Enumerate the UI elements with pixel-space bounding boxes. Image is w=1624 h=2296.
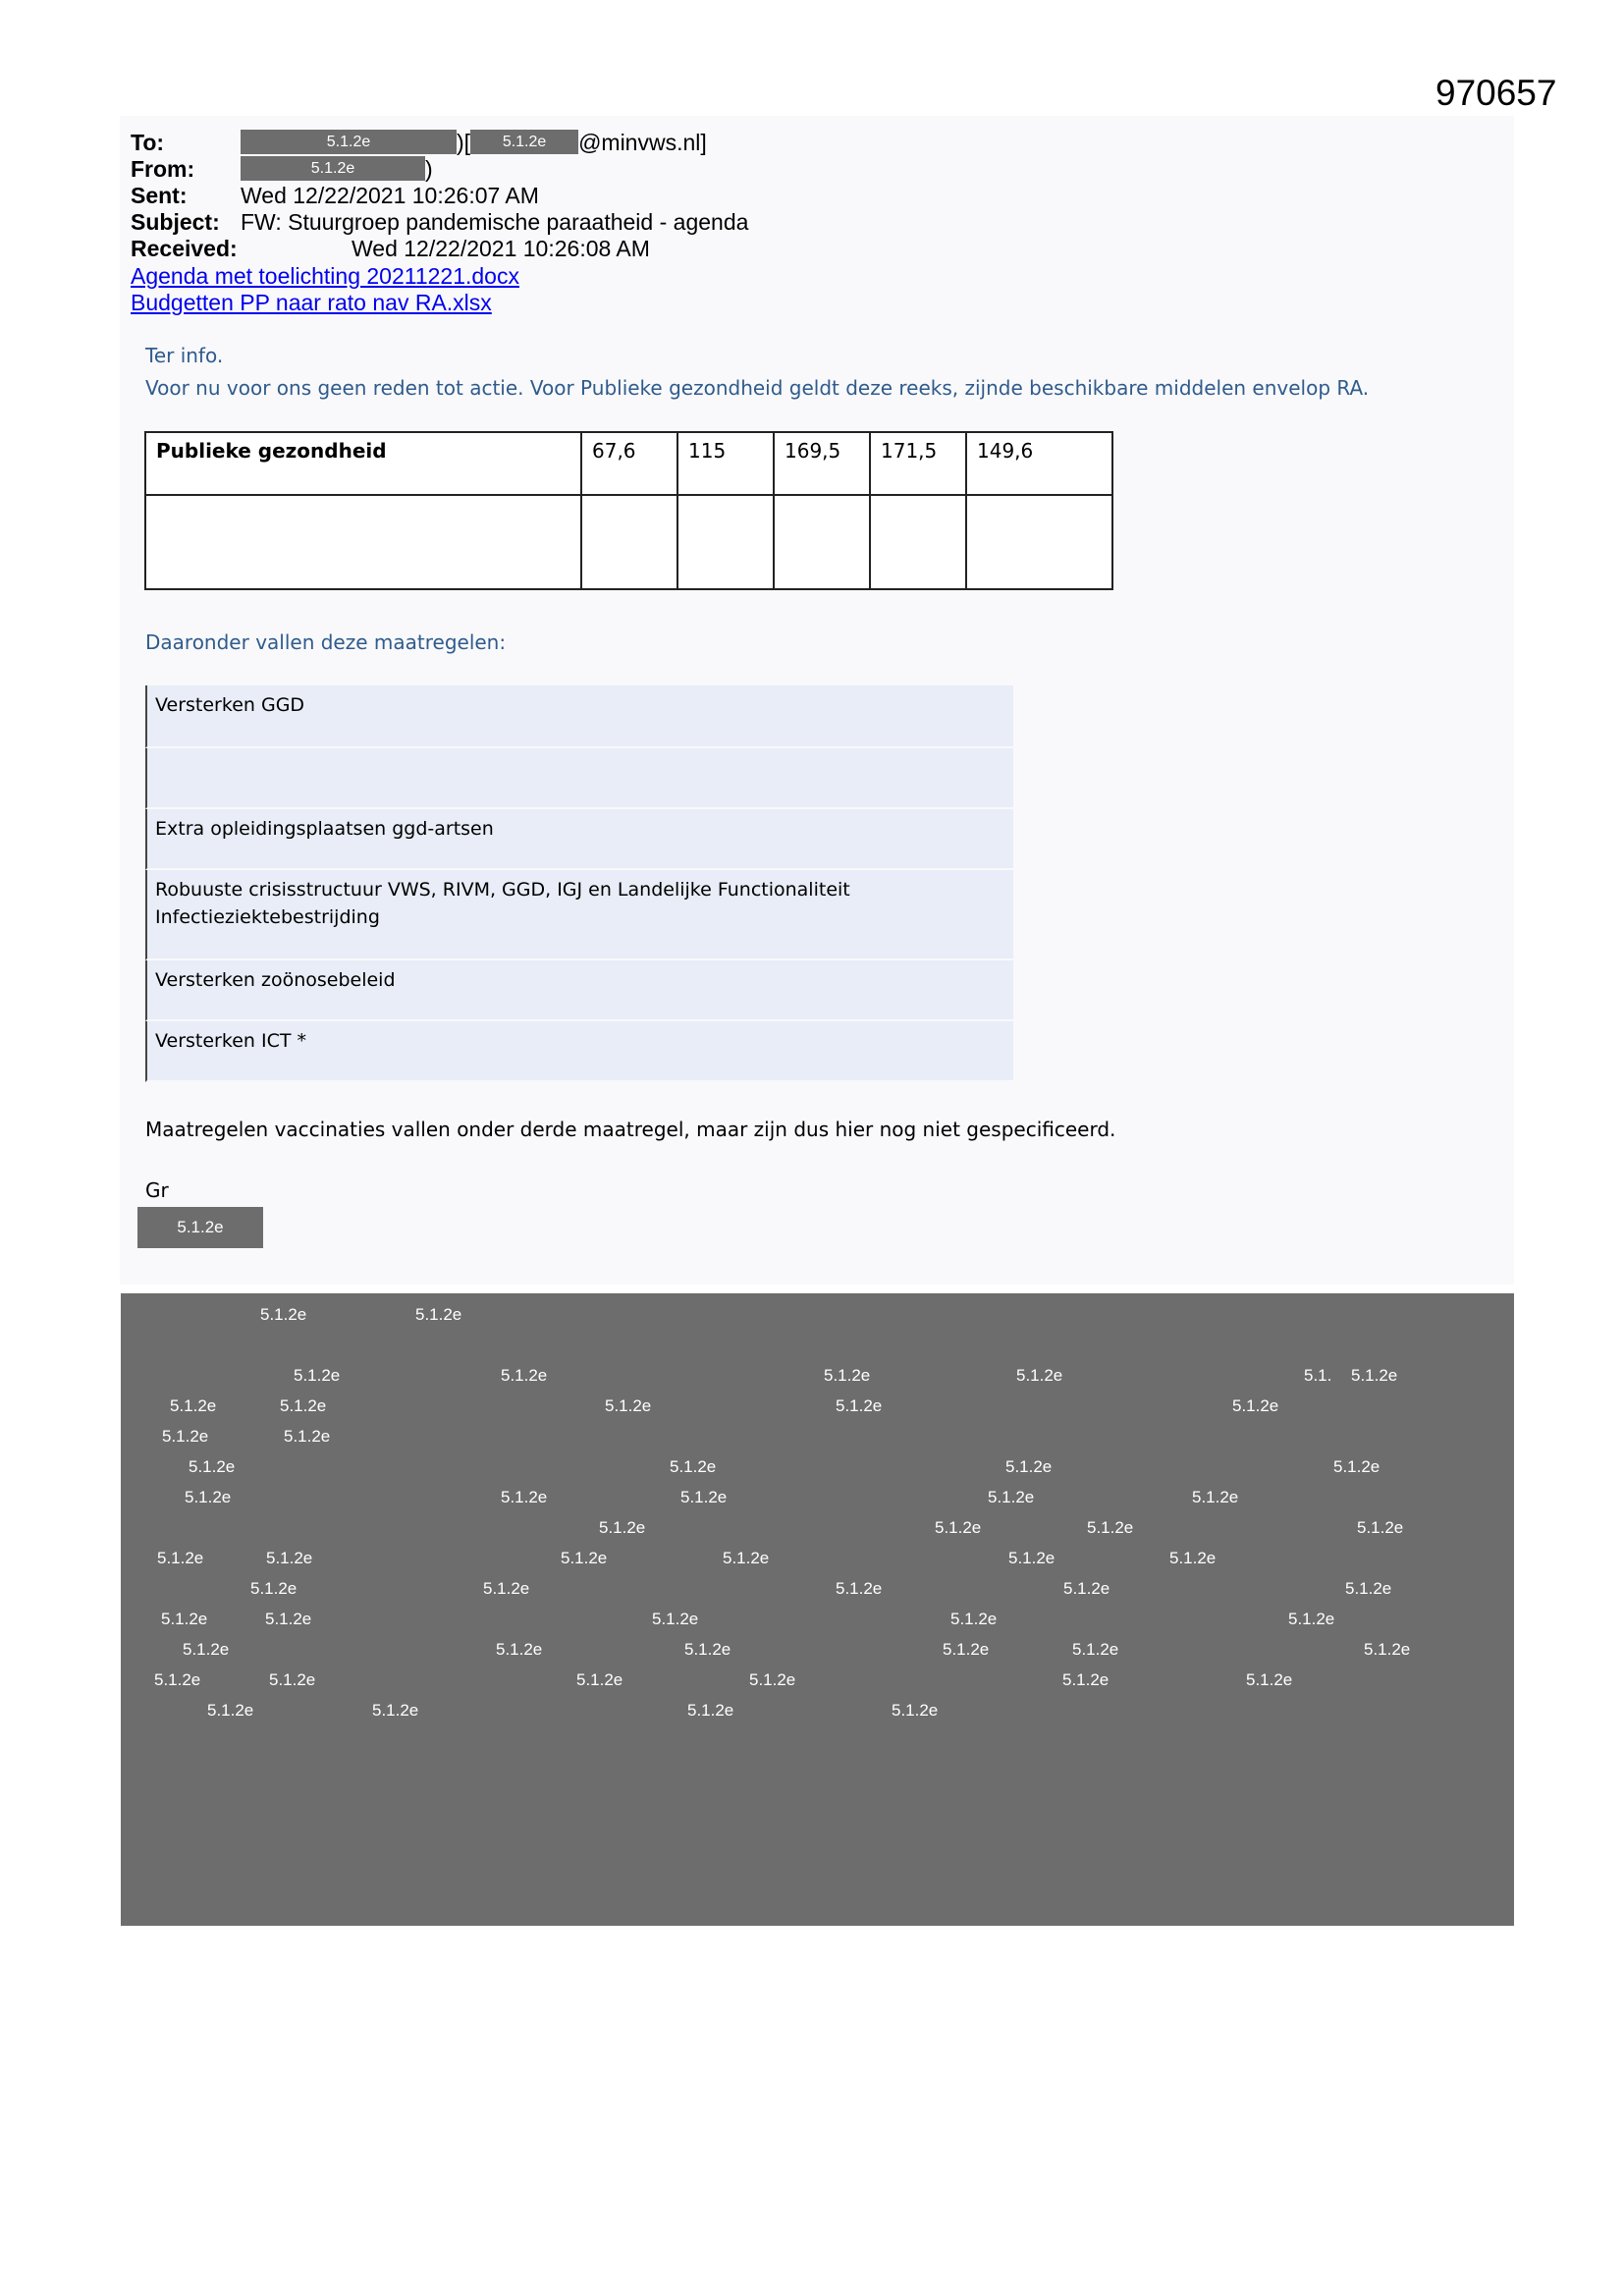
redaction-label: 5.1.2e xyxy=(1246,1670,1293,1689)
redaction-label: 5.1.2e xyxy=(1169,1549,1217,1567)
sent-value: Wed 12/22/2021 10:26:07 AM xyxy=(241,183,539,208)
list-item: Versterken ICT * xyxy=(145,1021,1013,1082)
redaction-label: 5.1.2e xyxy=(670,1457,717,1476)
redaction-label: 5.1.2e xyxy=(483,1579,530,1598)
redaction-label: 5.1.2e xyxy=(1008,1549,1056,1567)
redaction-label: 5.1.2e xyxy=(1063,1579,1110,1598)
redaction-label: 5.1. xyxy=(1304,1366,1332,1385)
redaction-label: 5.1.2e xyxy=(687,1701,734,1720)
redaction-label: 5.1.2e xyxy=(935,1518,982,1537)
received-value: Wed 12/22/2021 10:26:08 AM xyxy=(352,236,650,261)
redaction-label: 5.1.2e xyxy=(265,1610,312,1628)
redaction-label: 5.1.2e xyxy=(269,1670,316,1689)
redaction-label: 5.1.2e xyxy=(576,1670,623,1689)
table-cell: 171,5 xyxy=(870,432,966,495)
redaction-label: 5.1.2e xyxy=(250,1579,298,1598)
redaction-label: 5.1.2e xyxy=(280,1396,327,1415)
redaction-label: 5.1.2e xyxy=(372,1701,419,1720)
list-item: Extra opleidingsplaatsen ggd-artsen xyxy=(145,809,1013,870)
redaction-label: 5.1.2e xyxy=(157,1549,204,1567)
redaction-label: 5.1.2e xyxy=(501,1488,548,1506)
redaction-label: 5.1.2e xyxy=(284,1427,331,1446)
sent-label: Sent: xyxy=(131,183,188,208)
redaction-box: 5.1.2e xyxy=(241,156,425,181)
table-cell xyxy=(966,495,1112,589)
redaction-label: 5.1.2e xyxy=(561,1549,608,1567)
from-label: From: xyxy=(131,156,195,182)
redaction-label: 5.1.2e xyxy=(1005,1457,1053,1476)
table-cell xyxy=(870,495,966,589)
greeting: Gr xyxy=(145,1178,169,1202)
redaction-label: 5.1.2e xyxy=(605,1396,652,1415)
redaction-label: 5.1.2e xyxy=(1351,1366,1398,1385)
table-cell xyxy=(677,495,774,589)
redaction-label: 5.1.2e xyxy=(723,1549,770,1567)
redaction-label: 5.1.2e xyxy=(1357,1518,1404,1537)
redaction-label: 5.1.2e xyxy=(988,1488,1035,1506)
redaction-label: 5.1.2e xyxy=(154,1670,201,1689)
redaction-label: 5.1.2e xyxy=(680,1488,728,1506)
subject-value: FW: Stuurgroep pandemische paraatheid - agenda xyxy=(241,209,749,235)
redaction-label: 5.1.2e xyxy=(162,1427,209,1446)
to-label: To: xyxy=(131,130,165,155)
table-row xyxy=(145,432,1112,495)
redaction-label: 5.1.2e xyxy=(496,1640,543,1659)
redaction-label: 5.1.2e xyxy=(185,1488,232,1506)
redaction-label: 5.1.2e xyxy=(1345,1579,1392,1598)
attachment-link[interactable]: Agenda met toelichting 20211221.docx xyxy=(131,263,519,289)
redaction-label: 5.1.2e xyxy=(950,1610,998,1628)
table-cell: 115 xyxy=(677,432,774,495)
redaction-label: 5.1.2e xyxy=(824,1366,871,1385)
list-item: Robuuste crisisstructuur VWS, RIVM, GGD, IGJ en Landelijke Functionaliteit Infectieziektebestrijding xyxy=(145,870,1013,960)
signature-redaction: 5.1.2e xyxy=(137,1207,263,1248)
table-row xyxy=(145,495,1112,589)
to-separator: )[ xyxy=(457,130,471,155)
list-item: Versterken zoönosebeleid xyxy=(145,960,1013,1021)
redaction-label: 5.1.2e xyxy=(501,1366,548,1385)
subject-label: Subject: xyxy=(131,209,220,235)
redaction-label: 5.1.2e xyxy=(183,1640,230,1659)
list-item: Versterken GGD xyxy=(145,685,1013,748)
table-cell: 169,5 xyxy=(774,432,870,495)
redaction-label: 5.1.2e xyxy=(415,1305,462,1324)
table-cell xyxy=(145,495,581,589)
redaction-label: 5.1.2e xyxy=(170,1396,217,1415)
redaction-label: 5.1.2e xyxy=(1333,1457,1380,1476)
maatregelen-intro: Daaronder vallen deze maatregelen: xyxy=(145,630,507,654)
redaction-label: 5.1.2e xyxy=(189,1457,236,1476)
redaction-label: 5.1.2e xyxy=(1364,1640,1411,1659)
redaction-label: 5.1.2e xyxy=(1192,1488,1239,1506)
table-cell: 67,6 xyxy=(581,432,677,495)
body-line-reeks: Voor nu voor ons geen reden tot actie. Voor Publieke gezondheid geldt deze reeks, zijnde beschikbare middelen envelop RA. xyxy=(145,376,1370,400)
redaction-label: 5.1.2e xyxy=(599,1518,646,1537)
redaction-label: 5.1.2e xyxy=(266,1549,313,1567)
from-close: ) xyxy=(425,156,433,182)
redaction-label: 5.1.2e xyxy=(260,1305,307,1324)
table-cell: 149,6 xyxy=(966,432,1112,495)
redaction-label: 5.1.2e xyxy=(943,1640,990,1659)
body-line-ter-info: Ter info. xyxy=(145,344,224,367)
publieke-gezondheid-table xyxy=(144,431,1113,590)
redaction-label: 5.1.2e xyxy=(652,1610,699,1628)
redaction-label: 5.1.2e xyxy=(1288,1610,1335,1628)
redaction-label: 5.1.2e xyxy=(294,1366,341,1385)
redaction-label: 5.1.2e xyxy=(1062,1670,1110,1689)
redaction-label: 5.1.2e xyxy=(749,1670,796,1689)
redaction-label: 5.1.2e xyxy=(1087,1518,1134,1537)
to-domain: @minvws.nl] xyxy=(578,130,707,155)
document-number: 970657 xyxy=(1435,73,1557,113)
received-label: Received: xyxy=(131,236,238,261)
redaction-box: 5.1.2e xyxy=(241,130,457,154)
vaccinaties-note: Maatregelen vaccinaties vallen onder derde maatregel, maar zijn dus hier nog niet gespecificeerd. xyxy=(145,1118,1116,1141)
list-item xyxy=(145,748,1013,809)
redaction-box: 5.1.2e xyxy=(470,130,578,154)
redaction-label: 5.1.2e xyxy=(892,1701,939,1720)
redaction-label: 5.1.2e xyxy=(836,1396,883,1415)
redaction-label: 5.1.2e xyxy=(207,1701,254,1720)
table-cell xyxy=(774,495,870,589)
redaction-label: 5.1.2e xyxy=(1016,1366,1063,1385)
redaction-label: 5.1.2e xyxy=(1072,1640,1119,1659)
redaction-label: 5.1.2e xyxy=(161,1610,208,1628)
redacted-block xyxy=(121,1293,1514,1926)
maatregelen-list xyxy=(145,685,1013,1082)
table-header-cell: Publieke gezondheid xyxy=(145,432,581,495)
redaction-label: 5.1.2e xyxy=(1232,1396,1279,1415)
attachment-link[interactable]: Budgetten PP naar rato nav RA.xlsx xyxy=(131,290,492,315)
table-cell xyxy=(581,495,677,589)
to-value xyxy=(241,130,707,156)
from-value xyxy=(241,156,433,183)
redaction-label: 5.1.2e xyxy=(684,1640,731,1659)
redaction-label: 5.1.2e xyxy=(836,1579,883,1598)
